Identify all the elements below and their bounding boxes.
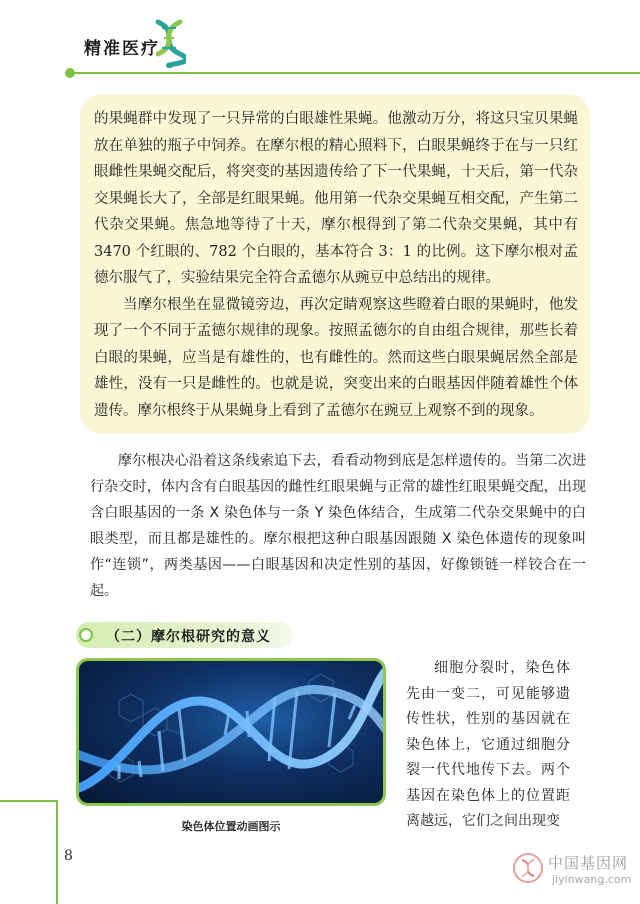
side-paragraph: 细胞分裂时，染色体先由一变二，可见能够遗传性状，性别的基因就在染色体上，它通过细胞分裂一代代地传下去。两个基因在染色体上的位置距离越远，它们之间出现变 xyxy=(406,660,570,829)
story-paragraph-1: 的果蝇群中发现了一只异常的白眼雄性果蝇。他激动万分，将这只宝贝果蝇放在单独的瓶子中饲养。在摩尔根的精心照料下，白眼果蝇终于在与一只红眼雌性果蝇交配后，将突变的基因遗传给了下一代果蝇，十天后，第一代杂交果蝇长大了，全部是红眼果蝇。他用第一代杂交果蝇互相交配，产生第二代杂交果蝇。焦急地等待了十天，摩尔根得到了第二代杂交果蝇，其中有 3470 个红眼的、782 个白眼的，基本符合 3：1 的比例。这下摩尔根对孟德尔服气了，实验结果完全符合孟德尔从豌豆中总结出的规律。 xyxy=(94,111,578,286)
watermark-url: jiyinwang.com xyxy=(552,873,632,886)
footer-rule-vertical xyxy=(56,800,58,904)
dna-logo-icon xyxy=(152,18,186,68)
header-rule xyxy=(70,72,640,74)
dna-helix-illustration xyxy=(79,661,383,803)
watermark-name: 中国基因网 xyxy=(548,854,629,872)
header-title: 精准医疗 xyxy=(84,39,160,59)
body-paragraph: 摩尔根决心沿着这条线索追下去，看看动物到底是怎样遗传的。当第二次进行杂交时，体内含有白眼基因的雌性红眼果蝇与正常的雄性红眼果蝇交配，出现含白眼基因的一条 X 染色体与一条 Y 染色体结合，生成第二代杂交果蝇中的白眼类型，而且都是雄性的。摩尔根把这种白眼基因跟随 X 染色体遗传的现象叫作“连锁”，两类基因——白眼基因和决定性别的基因，好像锁链一样铰合在一起。 xyxy=(90,453,586,599)
dna-figure xyxy=(76,658,386,806)
footer-rule-horizontal xyxy=(0,800,56,802)
section-title: （二）摩尔根研究的意义 xyxy=(106,629,271,645)
section-bullet-icon xyxy=(79,628,93,642)
figure-caption: 染色体位置动画图示 xyxy=(181,820,281,833)
page-number: 8 xyxy=(64,848,73,864)
story-box xyxy=(80,94,590,434)
story-paragraph-2: 当摩尔根坐在显微镜旁边，再次定睛观察这些瞪着白眼的果蝇时，他发现了一个不同于孟德尔规律的现象。按照孟德尔的自由组合规律，那些长着白眼的果蝇，应当是有雄性的，也有雌性的。然而这些白眼果蝇居然全部是雄性，没有一只是雌性的。也就是说，突变出来的白眼基因伴随着雄性个体遗传。摩尔根终于从果蝇身上看到了孟德尔在豌豆上观察不到的现象。 xyxy=(94,296,578,419)
watermark-logo-icon xyxy=(512,852,544,884)
